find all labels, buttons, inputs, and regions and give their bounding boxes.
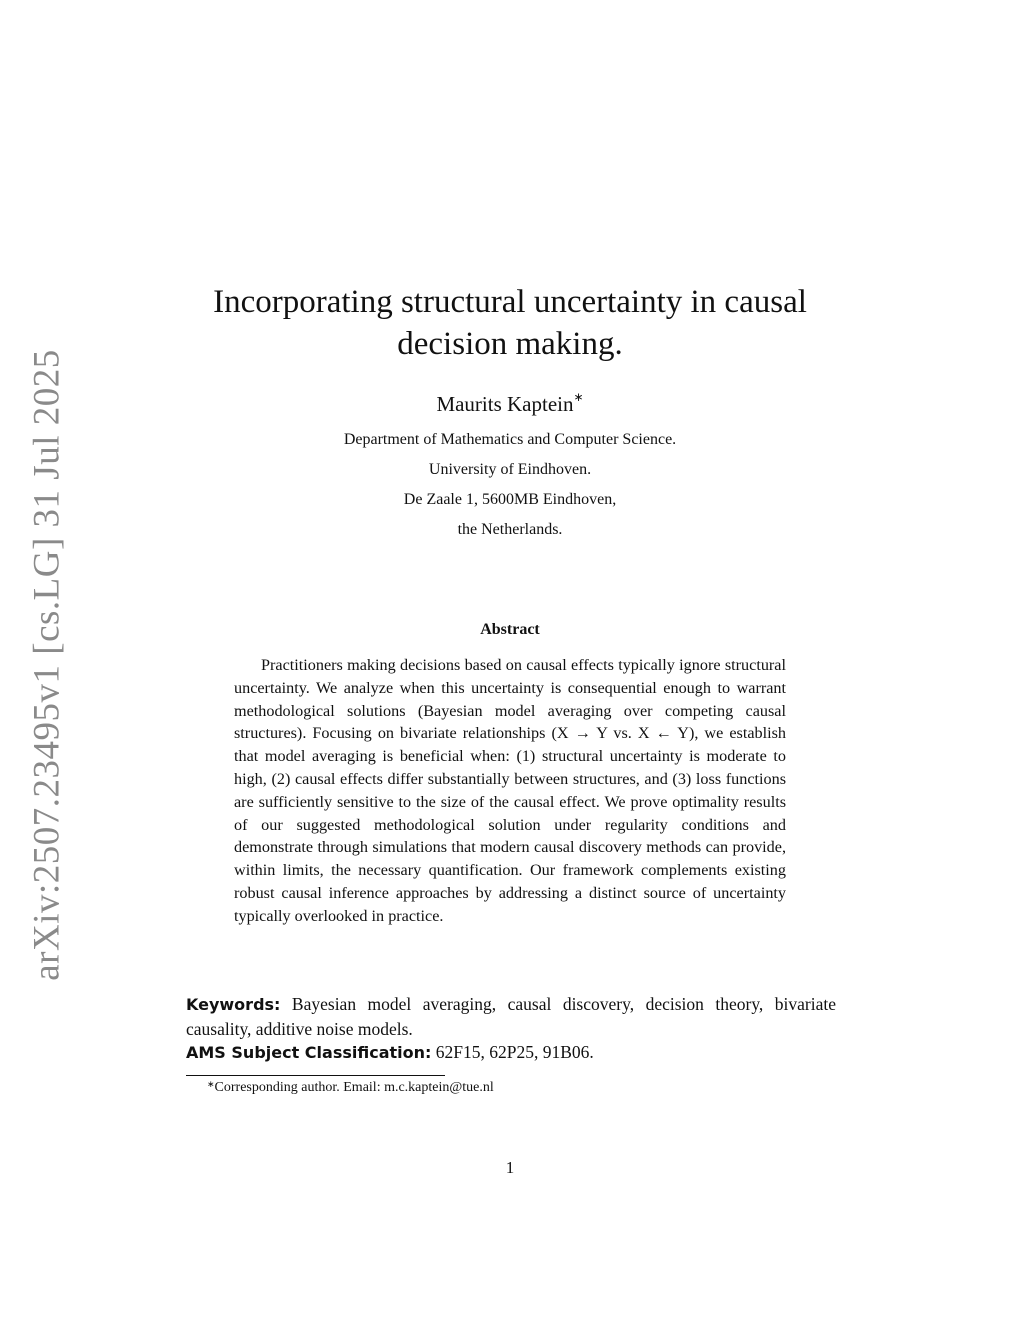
author-name: Maurits Kaptein [436, 392, 574, 416]
ams-classification [186, 1040, 836, 1065]
ams-label: AMS Subject Classification: [186, 1043, 432, 1062]
keywords-text: Bayesian model averaging, causal discovery, decision theory, bivariate causality, additive noise models. [186, 994, 837, 1039]
footnote-rule [186, 1075, 445, 1076]
affiliation [180, 425, 840, 545]
keywords-label: Keywords: [186, 995, 281, 1014]
abstract-body: Practitioners making decisions based on causal effects typically ignore structural uncertainty. We analyze when this uncertainty is consequential enough to warrant methodological solutions (Bayesian model averaging over competing causal structures). Focusing on bivariate relationships (X → Y vs. X ← Y), we establish that model averaging is beneficial when: (1) structural uncertainty is moderate to high, (2) causal effects differ substantially between structures, and (3) loss functions are sufficiently sensitive to the size of the causal effect. We prove optimality results of our suggested methodological solution under regularity conditions and demonstrate through simulations that modern causal discovery methods can provide, within limits, the necessary quantification. Our framework complements existing robust causal inference approaches by addressing a distinct source of uncertainty typically overlooked in practice. [234, 656, 786, 925]
ams-text: 62F15, 62P25, 91B06. [435, 1042, 594, 1062]
abstract-heading: Abstract [480, 621, 540, 638]
title-line-1: Incorporating structural uncertainty in causal [213, 284, 807, 320]
footnote-marker: ∗ [207, 1079, 215, 1089]
affiliation-line: the Netherlands. [457, 521, 563, 538]
affiliation-line: De Zaale 1, 5600MB Eindhoven, [403, 491, 617, 508]
paper-title [180, 281, 840, 365]
footnote-text: Corresponding author. Email: m.c.kaptein@tue.nl [214, 1080, 494, 1095]
affiliation-line: Department of Mathematics and Computer Science. [343, 431, 677, 448]
arxiv-identifier-stamp: arXiv:2507.23495v1 [cs.LG] 31 Jul 2025 [26, 349, 68, 981]
affiliation-line: University of Eindhoven. [428, 461, 592, 478]
page-number: 1 [505, 1158, 515, 1177]
author-footnote-marker: ∗ [573, 390, 584, 404]
author [180, 392, 840, 417]
corresponding-author-footnote [207, 1080, 494, 1096]
title-line-2: decision making. [397, 326, 623, 362]
keywords [186, 992, 836, 1041]
